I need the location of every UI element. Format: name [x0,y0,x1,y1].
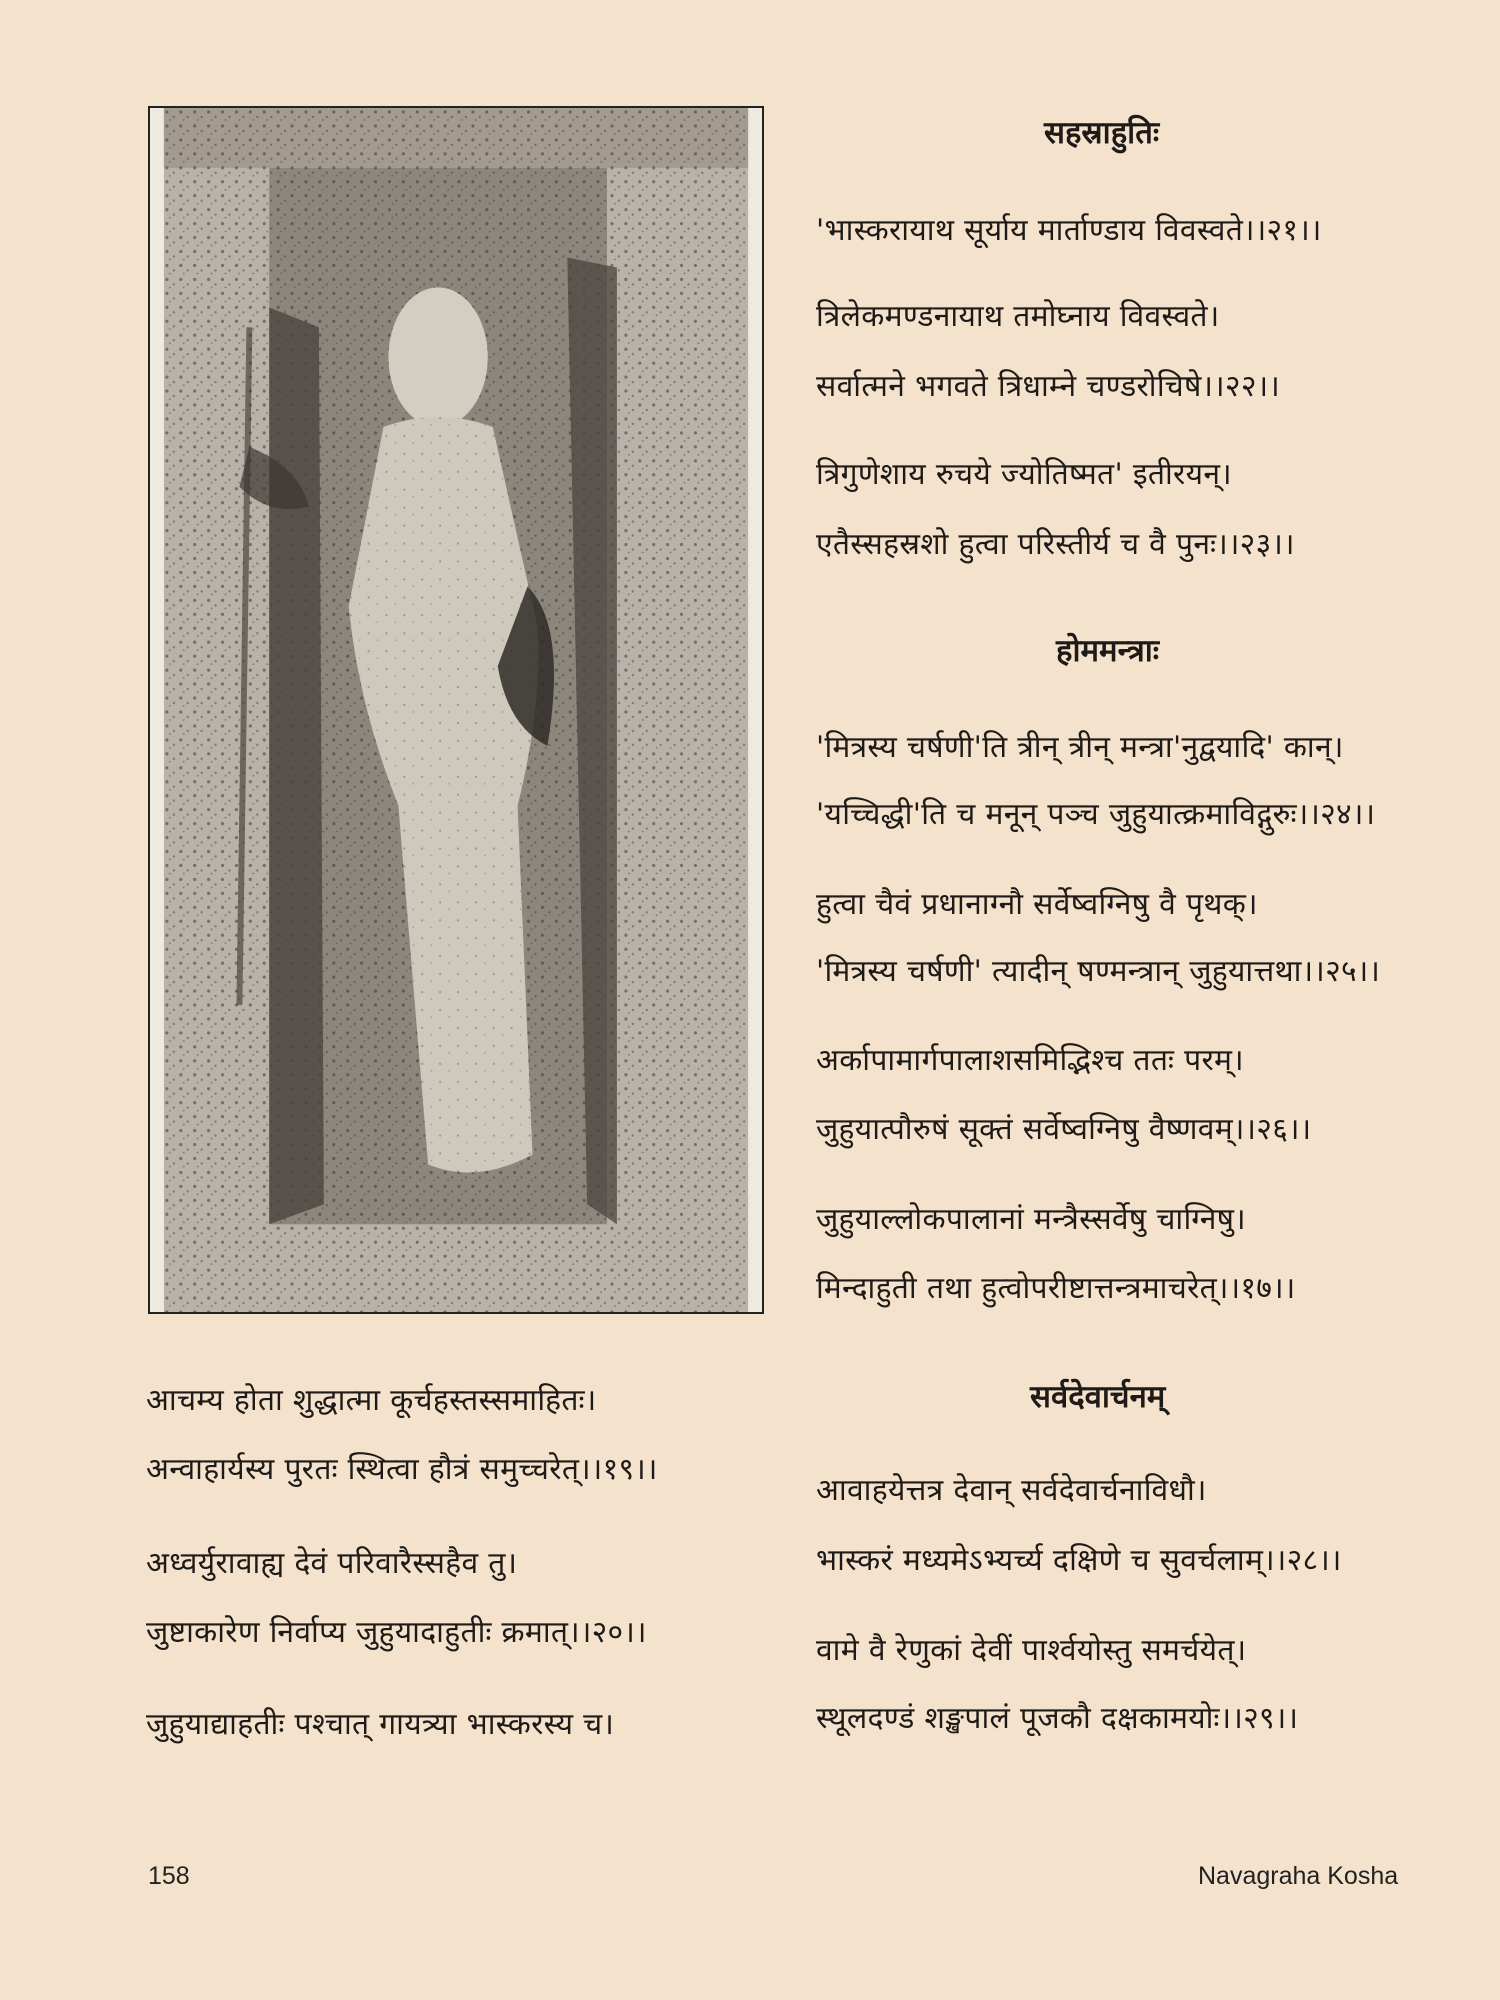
verse-line: आचम्य होता शुद्धात्मा कूर्चहस्तस्समाहितः। [146,1383,597,1418]
verse-line: आवाहयेत्तत्र देवान् सर्वदेवार्चनाविधौ। [816,1473,1207,1508]
verse-line: स्थूलदण्डं शङ्खपालं पूजकौ दक्षकामयोः।।२९।। [816,1701,1299,1736]
verse-line: त्रिलेकमण्डनायाथ तमोघ्नाय विवस्वते। [816,299,1220,334]
page-number: 158 [148,1862,190,1890]
book-title: Navagraha Kosha [1198,1862,1399,1890]
section-heading: होममन्त्राः [1056,633,1160,669]
verse-line: जुहुयाद्याहतीः पश्चात् गायत्र्या भास्करस्य च। [146,1707,615,1742]
sculpture-relief-image [150,108,762,1312]
verse-line: जुहुयाल्लोकपालानां मन्त्रैस्सर्वेषु चाग्निषु। [816,1202,1246,1237]
verse-line: अध्वर्युरावाह्य देवं परिवारैस्सहैव तु। [146,1546,518,1581]
verse-line: सर्वात्मने भगवते त्रिधाम्ने चण्डरोचिषे।।२२।। [816,369,1281,404]
sculpture-photo [148,106,764,1314]
verse-line: मिन्दाहुती तथा हुत्वोपरीष्टात्तन्त्रमाचरेत्।।१७।। [816,1271,1296,1306]
verse-line: 'मित्रस्य चर्षणी' त्यादीन् षण्मन्त्रान् जुहुयात्तथा।।२५।। [816,954,1381,989]
verse-line: 'यच्चिद्धी'ति च मनून् पञ्च जुहुयात्क्रमाविद्गुरुः।।२४।। [816,797,1376,832]
verse-line: जुष्टाकारेण निर्वाप्य जुहुयादाहुतीः क्रमात्।।२०।। [146,1615,647,1650]
verse-line: अर्कापामार्गपालाशसमिद्भिश्च ततः परम्। [816,1043,1244,1078]
verse-line: एतैस्सहस्रशो हुत्वा परिस्तीर्य च वै पुनः।।२३।। [816,527,1295,562]
verse-line: वामे वै रेणुकां देवीं पार्श्वयोस्तु समर्चयेत्। [816,1633,1247,1668]
verse-line: त्रिगुणेशाय रुचये ज्योतिष्मत' इतीरयन्। [816,457,1232,492]
section-heading: सर्वदेवार्चनम् [1030,1379,1166,1415]
section-heading: सहस्राहुतिः [1044,115,1160,151]
verse-line: 'मित्रस्य चर्षणी'ति त्रीन् त्रीन् मन्त्रा'नुद्वयादि' कान्। [816,730,1344,765]
verse-line: जुहुयात्पौरुषं सूक्तं सर्वेष्वग्निषु वैष्णवम्।।२६।। [816,1112,1312,1147]
verse-line: अन्वाहार्यस्य पुरतः स्थित्वा हौत्रं समुच्चरेत्।।१९।। [146,1452,658,1487]
verse-line: 'भास्करायाथ सूर्याय मार्ताण्डाय विवस्वते।।२१।। [816,213,1322,248]
verse-line: हुत्वा चैवं प्रधानाग्नौ सर्वेष्वग्निषु वै पृथक्। [816,887,1258,922]
verse-line: भास्करं मध्यमेऽभ्यर्च्य दक्षिणे च सुवर्चलाम्।।२८।। [816,1543,1342,1578]
